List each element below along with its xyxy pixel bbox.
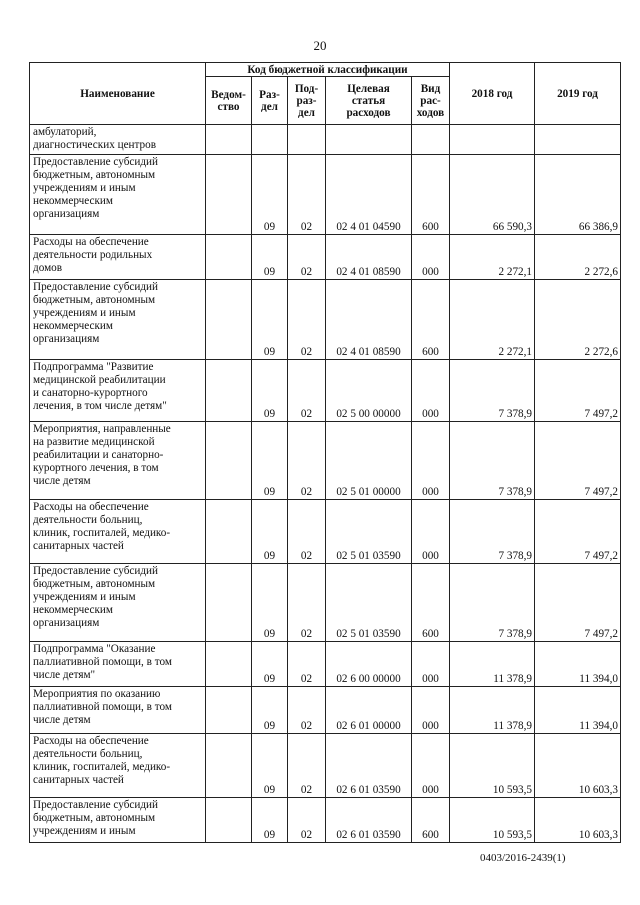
row-2018: 11 378,9 <box>450 642 535 687</box>
row-vid: 000 <box>412 500 450 564</box>
row-podrazdel: 02 <box>288 360 326 422</box>
row-2018: 7 378,9 <box>450 564 535 642</box>
row-podrazdel: 02 <box>288 280 326 360</box>
row-vedomstvo <box>206 798 252 843</box>
row-2018: 10 593,5 <box>450 798 535 843</box>
row-vedomstvo <box>206 155 252 235</box>
row-podrazdel: 02 <box>288 422 326 500</box>
row-razdel: 09 <box>252 564 288 642</box>
row-2018: 2 272,1 <box>450 235 535 280</box>
row-2019: 66 386,9 <box>535 155 621 235</box>
row-name: Расходы на обеспечение деятельности родильных домов <box>30 235 206 280</box>
col-celevaya-header: Целевая статья расходов <box>326 77 412 125</box>
row-2019: 11 394,0 <box>535 642 621 687</box>
row-2018: 7 378,9 <box>450 500 535 564</box>
row-razdel: 09 <box>252 500 288 564</box>
table-row <box>30 798 621 843</box>
row-celevaya <box>326 125 412 155</box>
row-2019: 10 603,3 <box>535 734 621 798</box>
row-celevaya: 02 5 01 00000 <box>326 422 412 500</box>
table-row <box>30 360 621 422</box>
row-name: Подпрограмма "Оказание паллиативной помощи, в том числе детям" <box>30 642 206 687</box>
table-header <box>30 63 621 125</box>
row-2019: 7 497,2 <box>535 500 621 564</box>
row-2018: 66 590,3 <box>450 155 535 235</box>
row-vedomstvo <box>206 280 252 360</box>
table-body <box>30 125 621 843</box>
row-vedomstvo <box>206 422 252 500</box>
row-vedomstvo <box>206 687 252 734</box>
row-2018: 7 378,9 <box>450 422 535 500</box>
row-name: Предоставление субсидий бюджетным, автономным учреждениям и иным <box>30 798 206 843</box>
row-name: Мероприятия по оказанию паллиативной помощи, в том числе детям <box>30 687 206 734</box>
row-celevaya: 02 6 01 03590 <box>326 734 412 798</box>
col-2019-header: 2019 год <box>535 63 621 125</box>
row-celevaya: 02 4 01 08590 <box>326 280 412 360</box>
row-podrazdel: 02 <box>288 500 326 564</box>
row-2019: 7 497,2 <box>535 422 621 500</box>
row-podrazdel: 02 <box>288 235 326 280</box>
table-row <box>30 564 621 642</box>
row-vedomstvo <box>206 500 252 564</box>
table-row <box>30 280 621 360</box>
row-razdel: 09 <box>252 422 288 500</box>
row-razdel: 09 <box>252 235 288 280</box>
row-podrazdel: 02 <box>288 798 326 843</box>
row-razdel: 09 <box>252 155 288 235</box>
code-group-header: Код бюджетной классификации <box>206 63 450 77</box>
table-row <box>30 687 621 734</box>
table-row <box>30 155 621 235</box>
row-2019: 2 272,6 <box>535 235 621 280</box>
row-podrazdel: 02 <box>288 734 326 798</box>
row-vid: 600 <box>412 280 450 360</box>
row-2018: 2 272,1 <box>450 280 535 360</box>
row-vedomstvo <box>206 564 252 642</box>
row-celevaya: 02 6 00 00000 <box>326 642 412 687</box>
col-name-header: Наименование <box>30 63 206 125</box>
row-razdel: 09 <box>252 798 288 843</box>
row-vid: 000 <box>412 687 450 734</box>
row-podrazdel: 02 <box>288 564 326 642</box>
row-celevaya: 02 6 01 00000 <box>326 687 412 734</box>
row-razdel <box>252 125 288 155</box>
table-row <box>30 125 621 155</box>
table-row <box>30 235 621 280</box>
row-vedomstvo <box>206 360 252 422</box>
row-vedomstvo <box>206 734 252 798</box>
table-row <box>30 734 621 798</box>
col-vedomstvo-header: Ведом- ство <box>206 77 252 125</box>
row-podrazdel: 02 <box>288 155 326 235</box>
row-razdel: 09 <box>252 280 288 360</box>
row-2018: 10 593,5 <box>450 734 535 798</box>
row-celevaya: 02 6 01 03590 <box>326 798 412 843</box>
document-code: 0403/2016-2439(1) <box>480 852 566 864</box>
row-celevaya: 02 5 00 00000 <box>326 360 412 422</box>
row-2019: 7 497,2 <box>535 564 621 642</box>
col-2018-header: 2018 год <box>450 63 535 125</box>
row-name: Расходы на обеспечение деятельности больниц, клиник, госпиталей, медико- санитарных частей <box>30 734 206 798</box>
budget-table <box>29 62 621 843</box>
col-podrazdel-header: Под- раз- дел <box>288 77 326 125</box>
col-razdel-header: Раз- дел <box>252 77 288 125</box>
row-name: Расходы на обеспечение деятельности больниц, клиник, госпиталей, медико- санитарных частей <box>30 500 206 564</box>
row-vid: 000 <box>412 422 450 500</box>
row-vid: 600 <box>412 798 450 843</box>
row-2019 <box>535 125 621 155</box>
row-vedomstvo <box>206 642 252 687</box>
row-vedomstvo <box>206 125 252 155</box>
table-row <box>30 422 621 500</box>
row-celevaya: 02 5 01 03590 <box>326 564 412 642</box>
row-razdel: 09 <box>252 360 288 422</box>
row-2018 <box>450 125 535 155</box>
row-podrazdel <box>288 125 326 155</box>
row-name: амбулаторий, диагностических центров <box>30 125 206 155</box>
row-vid: 000 <box>412 360 450 422</box>
row-celevaya: 02 4 01 08590 <box>326 235 412 280</box>
row-vid: 000 <box>412 642 450 687</box>
row-2019: 10 603,3 <box>535 798 621 843</box>
row-vid <box>412 125 450 155</box>
row-2018: 11 378,9 <box>450 687 535 734</box>
row-2019: 2 272,6 <box>535 280 621 360</box>
row-2019: 7 497,2 <box>535 360 621 422</box>
row-2019: 11 394,0 <box>535 687 621 734</box>
row-vid: 000 <box>412 235 450 280</box>
row-vid: 600 <box>412 564 450 642</box>
row-name: Предоставление субсидий бюджетным, автономным учреждениям и иным некоммерческим организациям <box>30 280 206 360</box>
row-name: Предоставление субсидий бюджетным, автономным учреждениям и иным некоммерческим организациям <box>30 564 206 642</box>
row-name: Предоставление субсидий бюджетным, автономным учреждениям и иным некоммерческим организациям <box>30 155 206 235</box>
table-row <box>30 500 621 564</box>
row-podrazdel: 02 <box>288 642 326 687</box>
row-vid: 600 <box>412 155 450 235</box>
table-row <box>30 642 621 687</box>
page-number: 20 <box>313 38 327 53</box>
row-razdel: 09 <box>252 687 288 734</box>
row-razdel: 09 <box>252 642 288 687</box>
row-razdel: 09 <box>252 734 288 798</box>
row-podrazdel: 02 <box>288 687 326 734</box>
row-name: Подпрограмма "Развитие медицинской реабилитации и санаторно-курортного лечения, в том числе детям" <box>30 360 206 422</box>
row-vid: 000 <box>412 734 450 798</box>
row-celevaya: 02 5 01 03590 <box>326 500 412 564</box>
col-vid-header: Вид рас- ходов <box>412 77 450 125</box>
row-2018: 7 378,9 <box>450 360 535 422</box>
row-celevaya: 02 4 01 04590 <box>326 155 412 235</box>
row-vedomstvo <box>206 235 252 280</box>
row-name: Мероприятия, направленные на развитие медицинской реабилитации и санаторно- курортного лечения, в том числе детям <box>30 422 206 500</box>
